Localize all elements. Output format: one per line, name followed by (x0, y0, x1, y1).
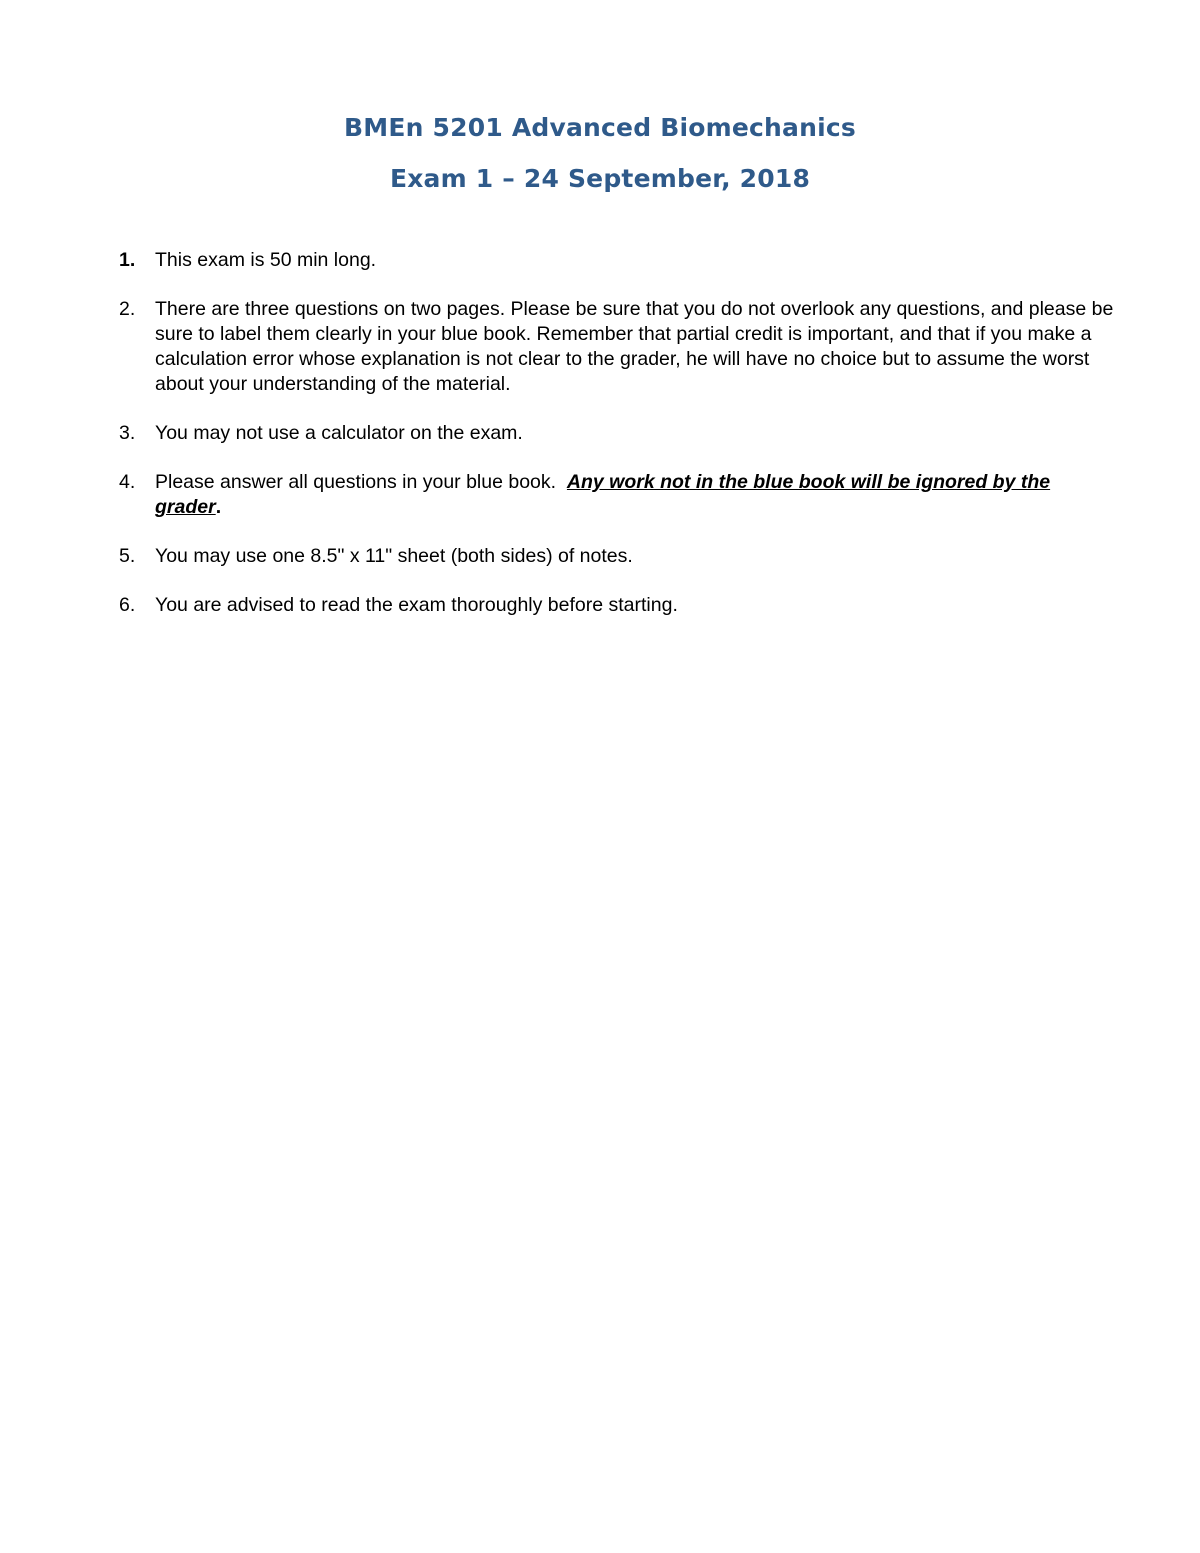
instruction-number: 4. (119, 471, 136, 493)
instruction-number: 2. (119, 298, 136, 320)
instruction-text: You may not use a calculator on the exam. (155, 422, 523, 444)
instruction-text: Please answer all questions in your blue book. (155, 471, 557, 493)
instruction-text: This exam is 50 min long. (155, 249, 377, 271)
instruction-item-5 (0, 544, 1120, 569)
instruction-tail: . (215, 496, 222, 518)
instruction-number: 5. (119, 545, 136, 567)
exam-title: Exam 1 – 24 September, 2018 (389, 164, 811, 193)
instruction-text: There are three questions on two pages. Please be sure that you do not overlook any questions, and please be sure to label them clearly in your blue book. Remember that partial credit is important, and that if you make a calculation error whose explanation is not clear to the grader, he will have no choice but to assume the worst about your understanding of the material. (155, 298, 1114, 395)
instruction-item-1 (0, 248, 1120, 273)
instruction-item-3 (0, 421, 1120, 446)
instruction-text: You may use one 8.5" x 11" sheet (both sides) of notes. (155, 545, 633, 567)
instruction-text: You are advised to read the exam thoroughly before starting. (155, 594, 678, 616)
instruction-item-6 (0, 593, 1120, 618)
instruction-item-2 (0, 297, 1120, 397)
instruction-emphasis: Any work not in the blue book will be ignored by the grader (155, 471, 1051, 518)
instructions-list (0, 248, 1200, 642)
instruction-number: 6. (119, 594, 136, 616)
course-title: BMEn 5201 Advanced Biomechanics (344, 113, 856, 142)
instruction-item-4 (0, 470, 1120, 520)
instruction-number: 1. (119, 249, 136, 271)
instruction-number: 3. (119, 422, 136, 444)
